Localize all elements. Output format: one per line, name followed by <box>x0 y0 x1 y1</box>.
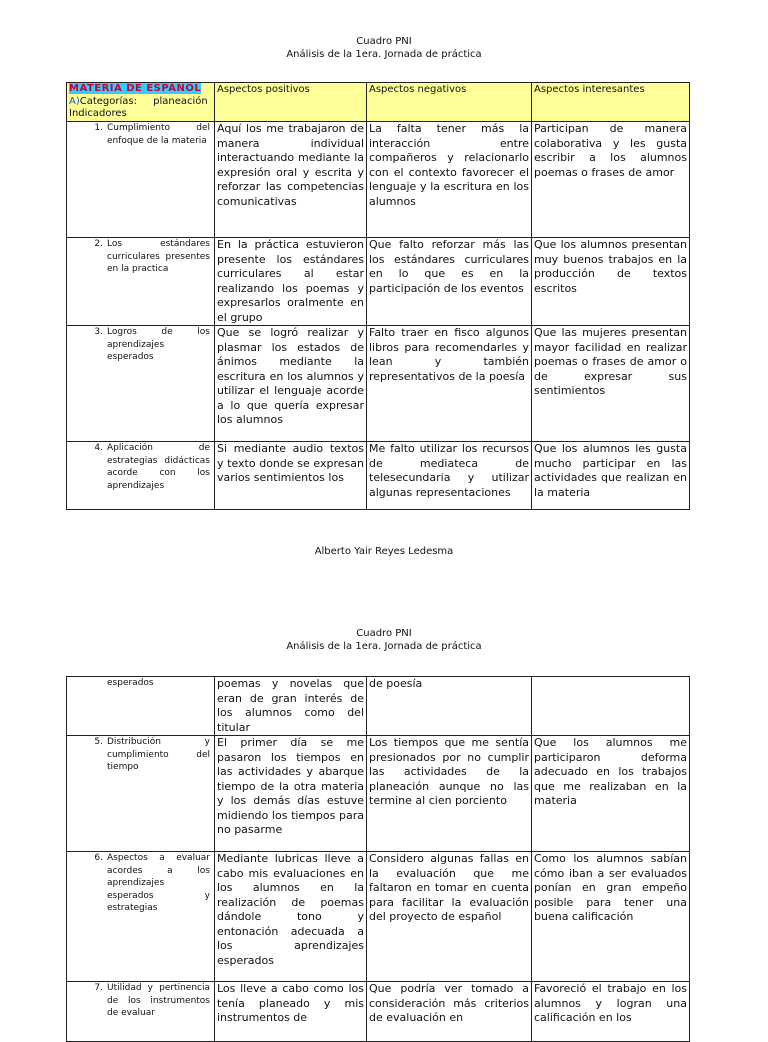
category-label: Categorías: planeación <box>79 95 208 107</box>
interesting-cell: Como los alumnos sabían cómo iban a ser evaluados ponían en gran empeño posible para tener una buena calificación <box>532 852 690 982</box>
criterion-number: 7. <box>94 983 103 993</box>
positive-cell: En la práctica estuvieron presente los estándares curriculares al estar realizando los poemas y expresarlos oralmente en el grupo <box>215 238 367 326</box>
criterion-cell <box>67 238 215 326</box>
interesting-cell: Que las mujeres presentan mayor facilidad en realizar poemas o frases de amor o de expresar sus sentimientos <box>532 326 690 442</box>
criterion-cell <box>67 326 215 442</box>
table-row <box>67 982 690 1042</box>
negative-cell: Que falto reforzar más las los estándares curriculares en lo que es en la participación de los eventos <box>367 238 532 326</box>
header-subject-cell <box>67 83 215 122</box>
subject-label: MATERIA DE ESPAÑOL <box>69 83 202 94</box>
page-subtitle: Análisis de la 1era. Jornada de práctica <box>286 641 482 652</box>
criterion-number: 1. <box>94 123 103 133</box>
interesting-cell: Que los alumnos les gusta mucho participar en las actividades que realizan en la materia <box>532 442 690 510</box>
negative-cell: Falto traer en fisco algunos libros para recomendarles y lean y también representativos de la poesía <box>367 326 532 442</box>
page-subtitle: Análisis de la 1era. Jornada de práctica <box>286 49 482 60</box>
criterion-text: esperados <box>107 678 154 688</box>
positive-cell: Los lleve a cabo como los tenía planeado y mis instrumentos de <box>215 982 367 1042</box>
criterion-cell <box>67 982 215 1042</box>
page-header <box>0 35 768 61</box>
criterion-text: Logros de los aprendizajes esperados <box>107 327 210 362</box>
author-name: Alberto Yair Reyes Ledesma <box>314 546 454 557</box>
page-title: Cuadro PNI <box>356 36 412 47</box>
table-header-row <box>67 83 690 122</box>
table-row <box>67 442 690 510</box>
indicators-label: Indicadores <box>69 108 127 119</box>
negative-cell: Que podría ver tomado a consideración más criterios de evaluación en <box>367 982 532 1042</box>
negative-cell: Considero algunas fallas en la evaluación que me faltaron en tomar en cuenta para facilitar la evaluación del proyecto de español <box>367 852 532 982</box>
criterion-text: Utilidad y pertinencia de los instrumentos de evaluar <box>107 983 210 1018</box>
category-letter: A) <box>69 95 80 107</box>
criterion-number: 6. <box>94 853 103 863</box>
pni-table <box>66 676 690 1042</box>
interesting-cell: Favoreció el trabajo en los alumnos y logran una calificación en los <box>532 982 690 1042</box>
positive-cell: Que se logró realizar y plasmar los estados de ánimos mediante la escritura en los alumnos y utilizar el lenguaje acorde a lo que quería expresar los alumnos <box>215 326 367 442</box>
criterion-number: 5. <box>94 737 103 747</box>
pni-table <box>66 82 690 510</box>
criterion-cell <box>67 442 215 510</box>
interesting-cell: Participan de manera colaborativa y les gusta escribir a los alumnos poemas o frases de amor <box>532 122 690 238</box>
criterion-number: 3. <box>94 327 103 337</box>
positive-cell: poemas y novelas que eran de gran interés de los alumnos como del titular <box>215 677 367 736</box>
table-row <box>67 677 690 736</box>
negative-cell: de poesía <box>367 677 532 736</box>
criterion-text: Aspectos a evaluar acordes a los aprendizajes esperados y estrategias <box>107 853 210 913</box>
criterion-cell <box>67 736 215 852</box>
table-row <box>67 852 690 982</box>
negative-cell: La falta tener más la interacción entre compañeros y relacionarlo con el contexto favorecer el lenguaje y la escritura en los alumnos <box>367 122 532 238</box>
criterion-cell <box>67 122 215 238</box>
positive-cell: Mediante lubricas lleve a cabo mis evaluaciones en los alumnos en la realización de poemas dándole tono y entonación adecuada a los aprendizajes esperados <box>215 852 367 982</box>
interesting-cell <box>532 677 690 736</box>
page-title: Cuadro PNI <box>356 628 412 639</box>
negative-cell: Los tiempos que me sentía presionados por no cumplir las actividades de la planeación aunque no las termine al cien porciento <box>367 736 532 852</box>
negative-cell: Me falto utilizar los recursos de mediateca de telesecundaria y utilizar algunas representaciones <box>367 442 532 510</box>
criterion-number: 2. <box>94 239 103 249</box>
positive-cell: Aquí los me trabajaron de manera individual interactuando mediante la expresión oral y escrita y reforzar las competencias comunicativas <box>215 122 367 238</box>
criterion-text: Cumplimiento del enfoque de la materia <box>107 123 210 146</box>
criterion-text: Aplicación de estrategias didácticas acorde con los aprendizajes <box>107 443 210 491</box>
header-interesting: Aspectos interesantes <box>532 83 690 122</box>
table-row <box>67 326 690 442</box>
criterion-cell <box>67 852 215 982</box>
criterion-cell <box>67 677 215 736</box>
header-negative: Aspectos negativos <box>367 83 532 122</box>
table-row <box>67 736 690 852</box>
header-positive: Aspectos positivos <box>215 83 367 122</box>
criterion-text: Los estándares curriculares presentes en la practica <box>107 239 210 274</box>
interesting-cell: Que los alumnos me participaron deforma adecuado en los trabajos que me realizaban en la materia <box>532 736 690 852</box>
positive-cell: El primer día se me pasaron los tiempos en las actividades y abarque tiempo de la otra materia y los demás días estuve midiendo los tiempos para no pasarme <box>215 736 367 852</box>
criterion-number: 4. <box>94 443 103 453</box>
page-header <box>0 627 768 653</box>
table-row <box>67 238 690 326</box>
interesting-cell: Que los alumnos presentan muy buenos trabajos en la producción de textos escritos <box>532 238 690 326</box>
criterion-text: Distribución y cumplimiento del tiempo <box>107 737 210 772</box>
positive-cell: Si mediante audio textos y texto donde se expresan varios sentimientos los <box>215 442 367 510</box>
table-row <box>67 122 690 238</box>
